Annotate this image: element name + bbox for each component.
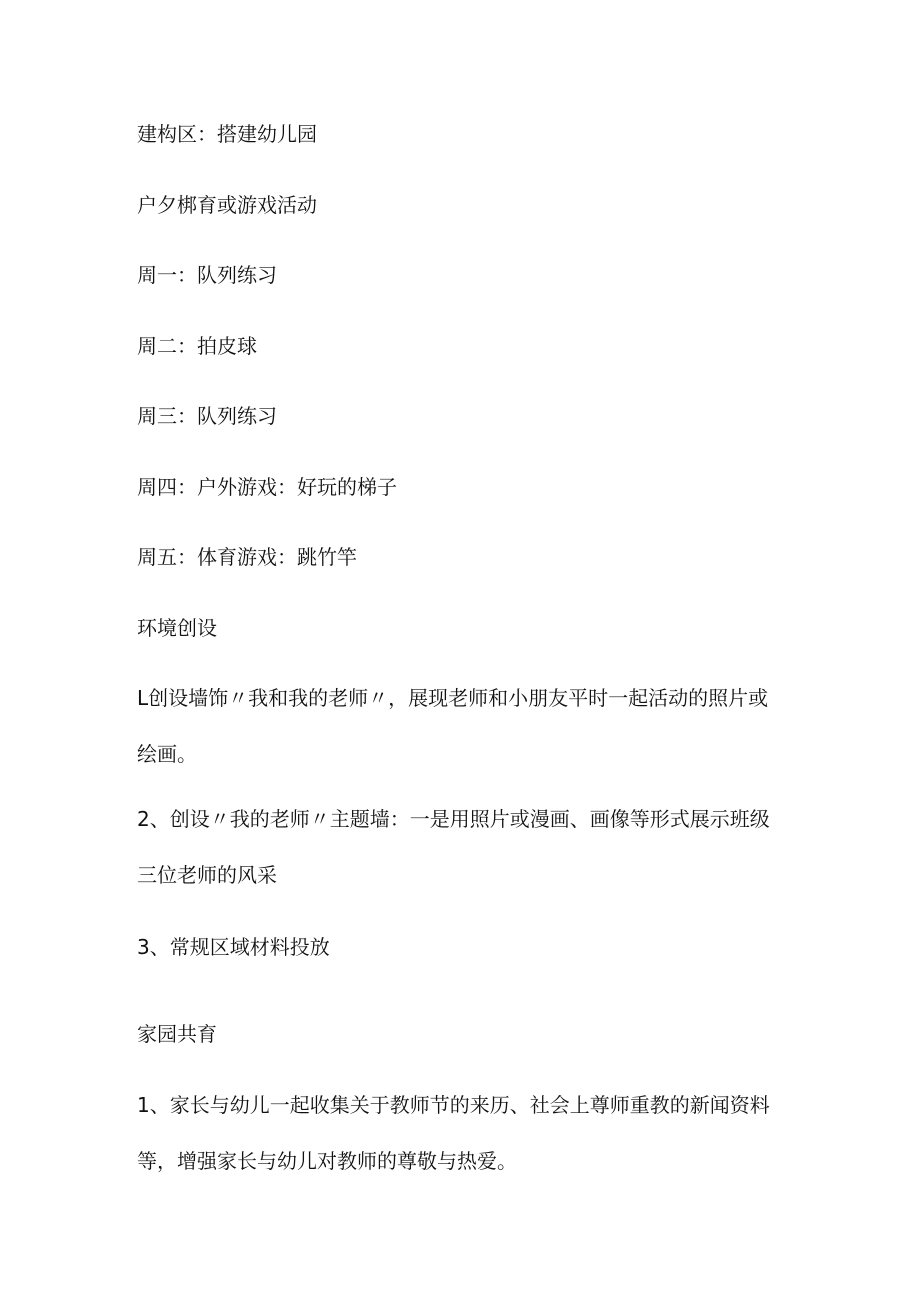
environment-item-1: L创设墙饰〃我和我的老师〃，展现老师和小朋友平时一起活动的照片或绘画。 (137, 686, 769, 766)
text-line-thursday: 周四：户外游戏：好玩的梯子 (137, 475, 397, 499)
environment-item-2: 2、创设〃我的老师〃主题墙：一是用照片或漫画、画像等形式展示班级三位老师的风采 (137, 807, 770, 887)
environment-item-3: 3、常规区域材料投放 (137, 935, 330, 959)
text-line-outdoor-activity-heading: 户夕梆育或游戏活动 (137, 193, 317, 217)
text-line-friday: 周五：体育游戏：跳竹竿 (137, 545, 357, 569)
text-line-tuesday: 周二：拍皮球 (137, 334, 257, 358)
section-heading-environment: 环境创设 (137, 616, 217, 640)
text-line-construction-area: 建构区：搭建幼儿园 (137, 122, 317, 146)
home-school-item-1: 1、家长与幼儿一起收集关于教师节的来历、社会上尊师重教的新闻资料等，增强家长与幼儿对教师的尊敬与热爱。 (137, 1093, 770, 1173)
text-line-wednesday: 周三：队列练习 (137, 404, 277, 428)
text-line-monday: 周一：队列练习 (137, 263, 277, 287)
section-heading-home-school: 家园共育 (137, 1022, 217, 1046)
